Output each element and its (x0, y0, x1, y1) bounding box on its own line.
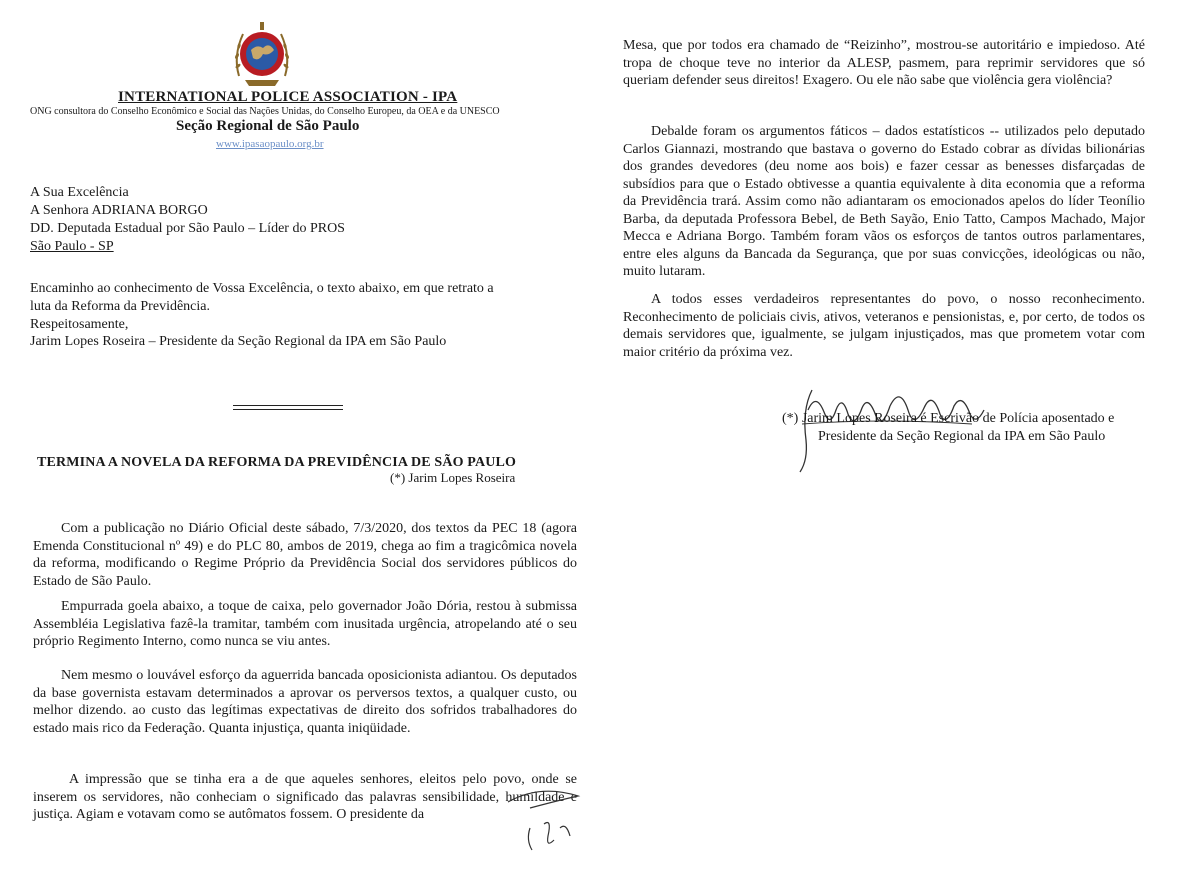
paragraph-1: Com a publicação no Diário Oficial deste sábado, 7/3/2020, dos textos da PEC 18 (agora Emenda Constitucional nº 49) e do PLC 80, ambos de 2019, chega ao fim a tragicômica novela da reforma, modificando o Regime Próprio da Previdência Social dos servidores públicos do Estado de São Paulo. (33, 521, 577, 589)
address-line-4: São Paulo - SP (30, 239, 114, 254)
initials-scribble-icon (500, 778, 590, 858)
article-byline: (*) Jarim Lopes Roseira (390, 470, 516, 485)
cover-line-3: Respeitosamente, (30, 317, 129, 332)
signature-line-2: Presidente da Seção Regional da IPA em São Paulo (818, 429, 1106, 444)
org-subtitle: ONG consultora do Conselho Econômico e Social das Nações Unidas, do Conselho Europeu, da OEA e da UNESCO (30, 106, 500, 117)
cover-line-2: luta da Reforma da Previdência. (30, 299, 210, 314)
address-line-3: DD. Deputada Estadual por São Paulo – Líder do PROS (30, 221, 345, 236)
paragraph-6: Debalde foram os argumentos fáticos – dados estatísticos -- utilizados pelo deputado Carlos Giannazi, mostrando que bastava o governo do Estado cobrar as dívidas bilionárias dos grandes devedores (deu nome aos bois) e fazer cessar as benesses disfarçadas de subsídios para que o Estado obtivesse a quantia equivalente à dita economia que a reforma da Previdência trará. Assim como não adiantaram os emocionados apelos do líder Teonílio Barba, da deputada Professora Bebel, de Beth Sayão, Enio Tatto, Campos Machado, Major Mecca e Adriana Borgo. Também foram vãos os esforços de tantos outros parlamentares, entre eles alguns da Bancada da Segurança, que por suas convicções, ideológicas ou não, muito lutaram. (623, 124, 1145, 279)
paragraph-5: Mesa, que por todos era chamado de “Reizinho”, mostrou-se autoritário e impiedoso. Até tropa de choque teve no interior da ALESP, pasmem, para reprimir servidores que só queriam defender seus direitos! Exagero. Ou ele não sabe que violência gera violência? (623, 38, 1145, 88)
divider (233, 405, 343, 410)
address-line-2: A Senhora ADRIANA BORGO (30, 203, 208, 218)
ipa-logo-icon (229, 16, 295, 96)
signature-line-1: (*) Jarim Lopes Roseira é Escrivão de Polícia aposentado e (782, 411, 1115, 426)
right-page (592, 0, 1184, 871)
website-link[interactable]: www.ipasaopaulo.org.br (216, 138, 324, 150)
paragraph-4: A impressão que se tinha era a de que aqueles senhores, eleitos pelo povo, onde se inserem os servidores, não conheciam o significado das palavras sensibilidade, humildade e justiça. Agiam e votavam como se autômatos fossem. O presidente da (33, 772, 577, 822)
section-name: Seção Regional de São Paulo (176, 118, 360, 134)
article-headline: TERMINA A NOVELA DA REFORMA DA PREVIDÊNCIA DE SÃO PAULO (37, 455, 516, 470)
paragraph-3: Nem mesmo o louvável esforço da aguerrida bancada oposicionista adiantou. Os deputados da base governista estavam determinados a aprovar os perversos textos, a qualquer custo, ou melhor dizendo. ao custo das legítimas expectativas de direito dos sofridos trabalhadores do estado mais rico da Federação. Quanta injustiça, quanta iniqüidade. (33, 668, 577, 736)
org-name: INTERNATIONAL POLICE ASSOCIATION - IPA (118, 89, 458, 105)
address-line-1: A Sua Excelência (30, 185, 129, 200)
paragraph-2: Empurrada goela abaixo, a toque de caixa, pelo governador João Dória, restou à submissa Assembléia Legislativa fazê-la tramitar, também com inusitada urgência, atropelando até o seu próprio Regimento Interno, como nunca se viu antes. (33, 599, 577, 649)
cover-line-4: Jarim Lopes Roseira – Presidente da Seção Regional da IPA em São Paulo (30, 334, 447, 349)
paragraph-7: A todos esses verdadeiros representantes do povo, o nosso reconhecimento. Reconhecimento de policiais civis, ativos, veteranos e pensionistas, e, por certo, de todos os demais servidores que, igualmente, se julgam injustiçados, mas que prometem votar com maior critério da próxima vez. (623, 292, 1145, 360)
cover-line-1: Encaminho ao conhecimento de Vossa Excelência, o texto abaixo, em que retrato a (30, 281, 494, 296)
